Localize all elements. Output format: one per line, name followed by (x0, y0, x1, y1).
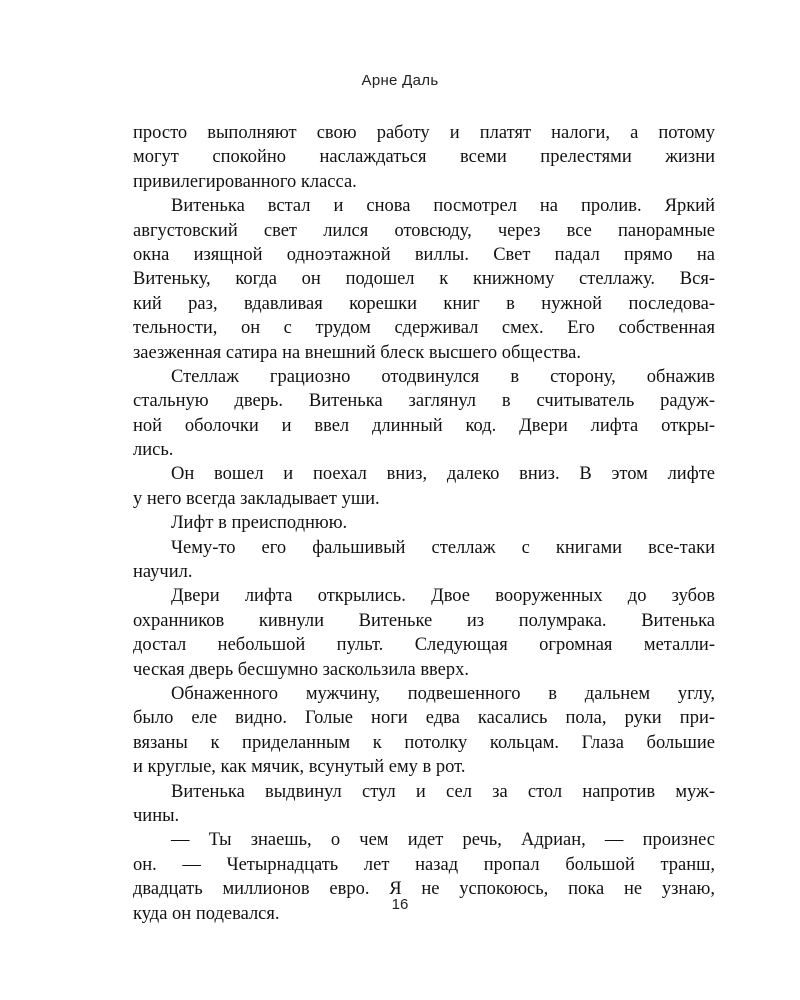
text-line: лись. (133, 440, 174, 461)
running-head: Арне Даль (361, 72, 439, 89)
text-line: ческая дверь бесшумно заскользила вверх. (133, 659, 470, 680)
text-line: и круглые, как мячик, всунутый ему в рот. (133, 757, 466, 778)
text-line: у него всегда закладывает уши. (133, 488, 380, 509)
text-line: охранников кивнули Витеньке из полумрака. Витенька (133, 610, 715, 631)
text-line: тельности, он с трудом сдерживал смех. Его собственная (133, 318, 715, 339)
body-text (133, 121, 715, 926)
text-line: — Ты знаешь, о чем идет речь, Адриан, — произнес (171, 830, 715, 851)
text-line: стальную дверь. Витенька заглянул в считыватель радуж- (133, 391, 715, 412)
text-line: августовский свет лился отовсюду, через все панорамные (133, 220, 715, 241)
page-number: 16 (391, 896, 409, 913)
text-line: двадцать миллионов евро. Я не успокоюсь, пока не узнаю, (133, 879, 715, 900)
text-line: ной оболочки и ввел длинный код. Двери лифта откры- (133, 415, 715, 436)
text-line: заезженная сатира на внешний блеск высшего общества. (133, 342, 581, 363)
text-line: окна изящной одноэтажной виллы. Свет падал прямо на (133, 244, 715, 265)
text-line: Чему-то его фальшивый стеллаж с книгами все-таки (171, 537, 715, 558)
text-line: привилегированного класса. (133, 171, 357, 192)
text-line: просто выполняют свою работу и платят налоги, а потому (133, 123, 715, 143)
text-line: Обнаженного мужчину, подвешенного в дальнем углу, (171, 683, 715, 704)
text-line: он. — Четырнадцать лет назад пропал большой транш, (133, 854, 715, 875)
text-line: могут спокойно наслаждаться всеми прелестями жизни (133, 147, 715, 168)
text-line: кий раз, вдавливая корешки книг в нужной последова- (133, 293, 715, 314)
text-line: чины. (133, 805, 180, 826)
text-line: Он вошел и поехал вниз, далеко вниз. В этом лифте (171, 464, 715, 485)
text-line: Витенька выдвинул стул и сел за стол напротив муж- (171, 781, 715, 802)
text-line: достал небольшой пульт. Следующая огромная металли- (133, 635, 715, 656)
text-line: было еле видно. Голые ноги едва касались пола, руки при- (133, 708, 715, 729)
text-line: научил. (133, 562, 193, 583)
text-line: Лифт в преисподнюю. (171, 513, 348, 534)
text-line: Двери лифта открылись. Двое вооруженных до зубов (171, 586, 715, 607)
text-line: вязаны к приделанным к потолку кольцам. Глаза большие (133, 732, 715, 753)
text-line: Витенька встал и снова посмотрел на пролив. Яркий (171, 196, 715, 217)
text-line: Стеллаж грациозно отодвинулся в сторону, обнажив (171, 366, 715, 387)
text-line: Витеньку, когда он подошел к книжному стеллажу. Вся- (133, 269, 715, 290)
text-line: куда он подевался. (133, 903, 280, 924)
